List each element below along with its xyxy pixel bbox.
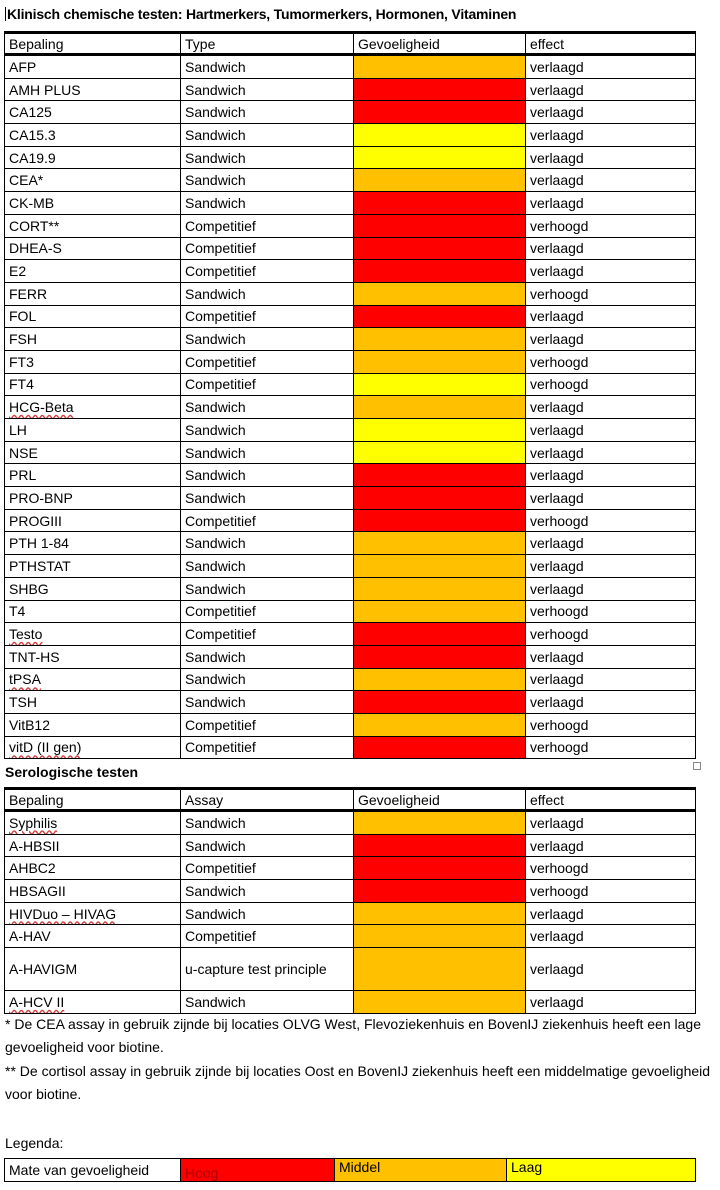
cell-gevoeligheid xyxy=(354,78,526,101)
cell-type: Sandwich xyxy=(181,441,354,464)
cell-bepaling: TNT-HS xyxy=(5,645,181,668)
cell-type: Competitief xyxy=(181,260,354,283)
cell-effect: verlaagd xyxy=(526,464,696,487)
cell-type: Sandwich xyxy=(181,487,354,510)
cell-effect: verlaagd xyxy=(526,146,696,169)
cell-bepaling: CORT** xyxy=(5,214,181,237)
table-row xyxy=(5,260,696,283)
cell-gevoeligheid xyxy=(354,623,526,646)
cell-type: Sandwich xyxy=(181,532,354,555)
cell-gevoeligheid xyxy=(354,464,526,487)
cell-type: Sandwich xyxy=(181,902,354,925)
cell-bepaling: AMH PLUS xyxy=(5,78,181,101)
cell-type: Competitief xyxy=(181,305,354,328)
header-effect: effect xyxy=(526,789,696,811)
cell-type: Sandwich xyxy=(181,419,354,442)
cell-gevoeligheid xyxy=(354,925,526,948)
table-row xyxy=(5,237,696,260)
cell-gevoeligheid xyxy=(354,350,526,373)
cell-type: Sandwich xyxy=(181,124,354,147)
cell-bepaling: CEA* xyxy=(5,169,181,192)
cell-gevoeligheid xyxy=(354,487,526,510)
cell-type: Sandwich xyxy=(181,577,354,600)
cell-bepaling: CK-MB xyxy=(5,192,181,215)
cell-gevoeligheid xyxy=(354,328,526,351)
cell-gevoeligheid xyxy=(354,600,526,623)
header-type: Type xyxy=(181,33,354,55)
cell-gevoeligheid xyxy=(354,991,526,1014)
cell-effect: verhoogd xyxy=(526,736,696,759)
clinical-chemistry-table xyxy=(4,31,696,759)
table-row xyxy=(5,282,696,305)
cell-gevoeligheid xyxy=(354,713,526,736)
header-bepaling: Bepaling xyxy=(5,789,181,811)
cell-bepaling: PTHSTAT xyxy=(5,555,181,578)
table-row xyxy=(5,78,696,101)
cell-type: Sandwich xyxy=(181,396,354,419)
cell-gevoeligheid xyxy=(354,192,526,215)
cell-type: Sandwich xyxy=(181,464,354,487)
cell-bepaling: AFP xyxy=(5,55,181,79)
cell-bepaling: FT4 xyxy=(5,373,181,396)
text-cursor xyxy=(5,7,6,21)
cell-bepaling: FERR xyxy=(5,282,181,305)
table-row xyxy=(5,124,696,147)
cell-type: Competitief xyxy=(181,214,354,237)
table-row xyxy=(5,713,696,736)
cell-gevoeligheid xyxy=(354,260,526,283)
table-row xyxy=(5,509,696,532)
table-row xyxy=(5,146,696,169)
cell-type: Sandwich xyxy=(181,328,354,351)
cell-effect: verlaagd xyxy=(526,925,696,948)
cell-effect: verhoogd xyxy=(526,373,696,396)
legend-hoog-cell: Hoog xyxy=(181,1159,335,1182)
cell-effect: verlaagd xyxy=(526,305,696,328)
cell-gevoeligheid xyxy=(354,124,526,147)
table-row xyxy=(5,691,696,714)
cell-effect: verlaagd xyxy=(526,328,696,351)
cell-effect: verlaagd xyxy=(526,78,696,101)
cell-bepaling: HBSAGII xyxy=(5,880,181,903)
cell-effect: verlaagd xyxy=(526,532,696,555)
cell-bepaling: PTH 1-84 xyxy=(5,532,181,555)
cell-gevoeligheid xyxy=(354,509,526,532)
table-row xyxy=(5,857,696,880)
cell-effect: verlaagd xyxy=(526,577,696,600)
cell-effect: verlaagd xyxy=(526,192,696,215)
cell-type: Competitief xyxy=(181,600,354,623)
cell-bepaling: T4 xyxy=(5,600,181,623)
cell-bepaling: PRL xyxy=(5,464,181,487)
cell-bepaling: Testo xyxy=(5,623,181,646)
cell-gevoeligheid xyxy=(354,857,526,880)
cell-gevoeligheid xyxy=(354,237,526,260)
cell-type: Competitief xyxy=(181,373,354,396)
legend-label: Legenda: xyxy=(5,1135,64,1151)
cell-gevoeligheid xyxy=(354,419,526,442)
table-row xyxy=(5,55,696,79)
cell-gevoeligheid xyxy=(354,101,526,124)
cell-effect: verlaagd xyxy=(526,260,696,283)
table-row xyxy=(5,645,696,668)
cell-bepaling: tPSA xyxy=(5,668,181,691)
legend-title-cell: Mate van gevoeligheid xyxy=(5,1159,181,1182)
cell-type: Sandwich xyxy=(181,880,354,903)
cell-bepaling: HCG-Beta xyxy=(5,396,181,419)
cell-gevoeligheid xyxy=(354,146,526,169)
cell-gevoeligheid xyxy=(354,532,526,555)
cell-type: u-capture test principle xyxy=(181,948,354,991)
cell-type: Competitief xyxy=(181,237,354,260)
cell-effect: verhoogd xyxy=(526,282,696,305)
cell-effect: verlaagd xyxy=(526,555,696,578)
table-row xyxy=(5,925,696,948)
cell-type: Competitief xyxy=(181,925,354,948)
table-row xyxy=(5,811,696,835)
cell-bepaling: FSH xyxy=(5,328,181,351)
cell-effect: verlaagd xyxy=(526,948,696,991)
cell-gevoeligheid xyxy=(354,834,526,857)
legend-laag-cell: Laag xyxy=(507,1159,696,1182)
cell-type: Sandwich xyxy=(181,811,354,835)
cell-gevoeligheid xyxy=(354,880,526,903)
table-row xyxy=(5,192,696,215)
cell-bepaling: AHBC2 xyxy=(5,857,181,880)
cell-effect: verlaagd xyxy=(526,668,696,691)
cell-bepaling: CA15.3 xyxy=(5,124,181,147)
cell-type: Competitief xyxy=(181,736,354,759)
cell-gevoeligheid xyxy=(354,902,526,925)
cell-effect: verhoogd xyxy=(526,623,696,646)
cell-type: Sandwich xyxy=(181,991,354,1014)
legend-table xyxy=(4,1158,696,1182)
table-resize-handle[interactable] xyxy=(693,762,701,770)
table-row xyxy=(5,555,696,578)
cell-gevoeligheid xyxy=(354,373,526,396)
document-title xyxy=(5,6,516,22)
cell-bepaling: DHEA-S xyxy=(5,237,181,260)
cell-effect: verlaagd xyxy=(526,124,696,147)
cell-gevoeligheid xyxy=(354,214,526,237)
cell-bepaling: Syphilis xyxy=(5,811,181,835)
cell-bepaling: E2 xyxy=(5,260,181,283)
cell-type: Sandwich xyxy=(181,78,354,101)
table-row xyxy=(5,834,696,857)
cell-gevoeligheid xyxy=(354,305,526,328)
table-row xyxy=(5,623,696,646)
cell-gevoeligheid xyxy=(354,441,526,464)
cell-effect: verlaagd xyxy=(526,902,696,925)
cell-type: Sandwich xyxy=(181,169,354,192)
table-row xyxy=(5,396,696,419)
header-gevoeligheid: Gevoeligheid xyxy=(354,33,526,55)
cell-type: Sandwich xyxy=(181,834,354,857)
cell-gevoeligheid xyxy=(354,55,526,79)
cell-bepaling: VitB12 xyxy=(5,713,181,736)
cell-bepaling: A-HAVIGM xyxy=(5,948,181,991)
cell-effect: verhoogd xyxy=(526,600,696,623)
cell-type: Sandwich xyxy=(181,668,354,691)
cell-bepaling: FOL xyxy=(5,305,181,328)
cell-bepaling: LH xyxy=(5,419,181,442)
cell-gevoeligheid xyxy=(354,691,526,714)
table-header-row xyxy=(5,33,696,55)
cell-type: Sandwich xyxy=(181,55,354,79)
cell-effect: verlaagd xyxy=(526,169,696,192)
table-row xyxy=(5,214,696,237)
table-row xyxy=(5,419,696,442)
cell-bepaling: HIVDuo – HIVAG xyxy=(5,902,181,925)
table-row xyxy=(5,600,696,623)
cell-type: Competitief xyxy=(181,623,354,646)
table-row xyxy=(5,577,696,600)
header-effect: effect xyxy=(526,33,696,55)
header-gevoeligheid: Gevoeligheid xyxy=(354,789,526,811)
table-row xyxy=(5,169,696,192)
cell-bepaling: TSH xyxy=(5,691,181,714)
cell-bepaling: FT3 xyxy=(5,350,181,373)
cell-effect: verlaagd xyxy=(526,441,696,464)
cell-effect: verlaagd xyxy=(526,811,696,835)
table1-title: Klinisch chemische testen: Hartmerkers, Tumormerkers, Hormonen, Vitaminen xyxy=(7,6,517,22)
cell-bepaling: A-HAV xyxy=(5,925,181,948)
cell-effect: verlaagd xyxy=(526,237,696,260)
cell-type: Sandwich xyxy=(181,146,354,169)
cell-gevoeligheid xyxy=(354,811,526,835)
cell-effect: verhoogd xyxy=(526,350,696,373)
cell-gevoeligheid xyxy=(354,169,526,192)
cell-effect: verhoogd xyxy=(526,509,696,532)
cell-type: Sandwich xyxy=(181,691,354,714)
cell-bepaling: SHBG xyxy=(5,577,181,600)
table-row xyxy=(5,441,696,464)
cell-type: Sandwich xyxy=(181,192,354,215)
cell-bepaling: CA19.9 xyxy=(5,146,181,169)
legend-middel-cell: Middel xyxy=(335,1159,507,1182)
cell-bepaling: NSE xyxy=(5,441,181,464)
cell-gevoeligheid xyxy=(354,577,526,600)
cell-effect: verhoogd xyxy=(526,713,696,736)
table-row xyxy=(5,464,696,487)
table-row xyxy=(5,101,696,124)
table-row xyxy=(5,902,696,925)
cell-effect: verlaagd xyxy=(526,396,696,419)
table-row xyxy=(5,668,696,691)
cell-bepaling: CA125 xyxy=(5,101,181,124)
cell-gevoeligheid xyxy=(354,645,526,668)
table-row xyxy=(5,350,696,373)
cell-type: Sandwich xyxy=(181,282,354,305)
cell-gevoeligheid xyxy=(354,736,526,759)
cell-effect: verhoogd xyxy=(526,880,696,903)
cell-gevoeligheid xyxy=(354,282,526,305)
cell-bepaling: vitD (II gen) xyxy=(5,736,181,759)
cell-bepaling: PRO-BNP xyxy=(5,487,181,510)
cell-type: Competitief xyxy=(181,350,354,373)
cell-effect: verlaagd xyxy=(526,834,696,857)
cell-gevoeligheid xyxy=(354,668,526,691)
cell-gevoeligheid xyxy=(354,948,526,991)
table-row xyxy=(5,991,696,1014)
table-row xyxy=(5,328,696,351)
header-assay: Assay xyxy=(181,789,354,811)
serology-table xyxy=(4,787,696,1014)
table-header-row xyxy=(5,789,696,811)
cell-effect: verlaagd xyxy=(526,691,696,714)
cell-type: Competitief xyxy=(181,713,354,736)
cell-effect: verlaagd xyxy=(526,991,696,1014)
legend-row xyxy=(5,1159,696,1182)
cell-effect: verlaagd xyxy=(526,55,696,79)
cell-bepaling: PROGIII xyxy=(5,509,181,532)
table-row xyxy=(5,948,696,991)
table-row xyxy=(5,736,696,759)
cell-type: Sandwich xyxy=(181,645,354,668)
cell-effect: verlaagd xyxy=(526,645,696,668)
cell-effect: verlaagd xyxy=(526,101,696,124)
cell-effect: verlaagd xyxy=(526,419,696,442)
table-row xyxy=(5,487,696,510)
table-row xyxy=(5,305,696,328)
cell-type: Competitief xyxy=(181,857,354,880)
footnote-cea: * De CEA assay in gebruik zijnde bij locaties OLVG West, Flevoziekenhuis en BovenIJ ziekenhuis heeft een lage gevoeligheid voor biotine. xyxy=(5,1016,701,1055)
cell-effect: verlaagd xyxy=(526,487,696,510)
cell-bepaling: A-HBSII xyxy=(5,834,181,857)
header-bepaling: Bepaling xyxy=(5,33,181,55)
table-row xyxy=(5,880,696,903)
cell-effect: verhoogd xyxy=(526,214,696,237)
footnote-cortisol: ** De cortisol assay in gebruik zijnde bij locaties Oost en BovenIJ ziekenhuis heeft een middelmatige gevoeligheid voor biotine. xyxy=(5,1063,711,1102)
cell-bepaling: A-HCV II xyxy=(5,991,181,1014)
cell-type: Sandwich xyxy=(181,555,354,578)
cell-type: Competitief xyxy=(181,509,354,532)
table-row xyxy=(5,373,696,396)
table2-title: Serologische testen xyxy=(5,764,139,780)
cell-effect: verhoogd xyxy=(526,857,696,880)
table-row xyxy=(5,532,696,555)
cell-gevoeligheid xyxy=(354,396,526,419)
cell-gevoeligheid xyxy=(354,555,526,578)
cell-type: Sandwich xyxy=(181,101,354,124)
